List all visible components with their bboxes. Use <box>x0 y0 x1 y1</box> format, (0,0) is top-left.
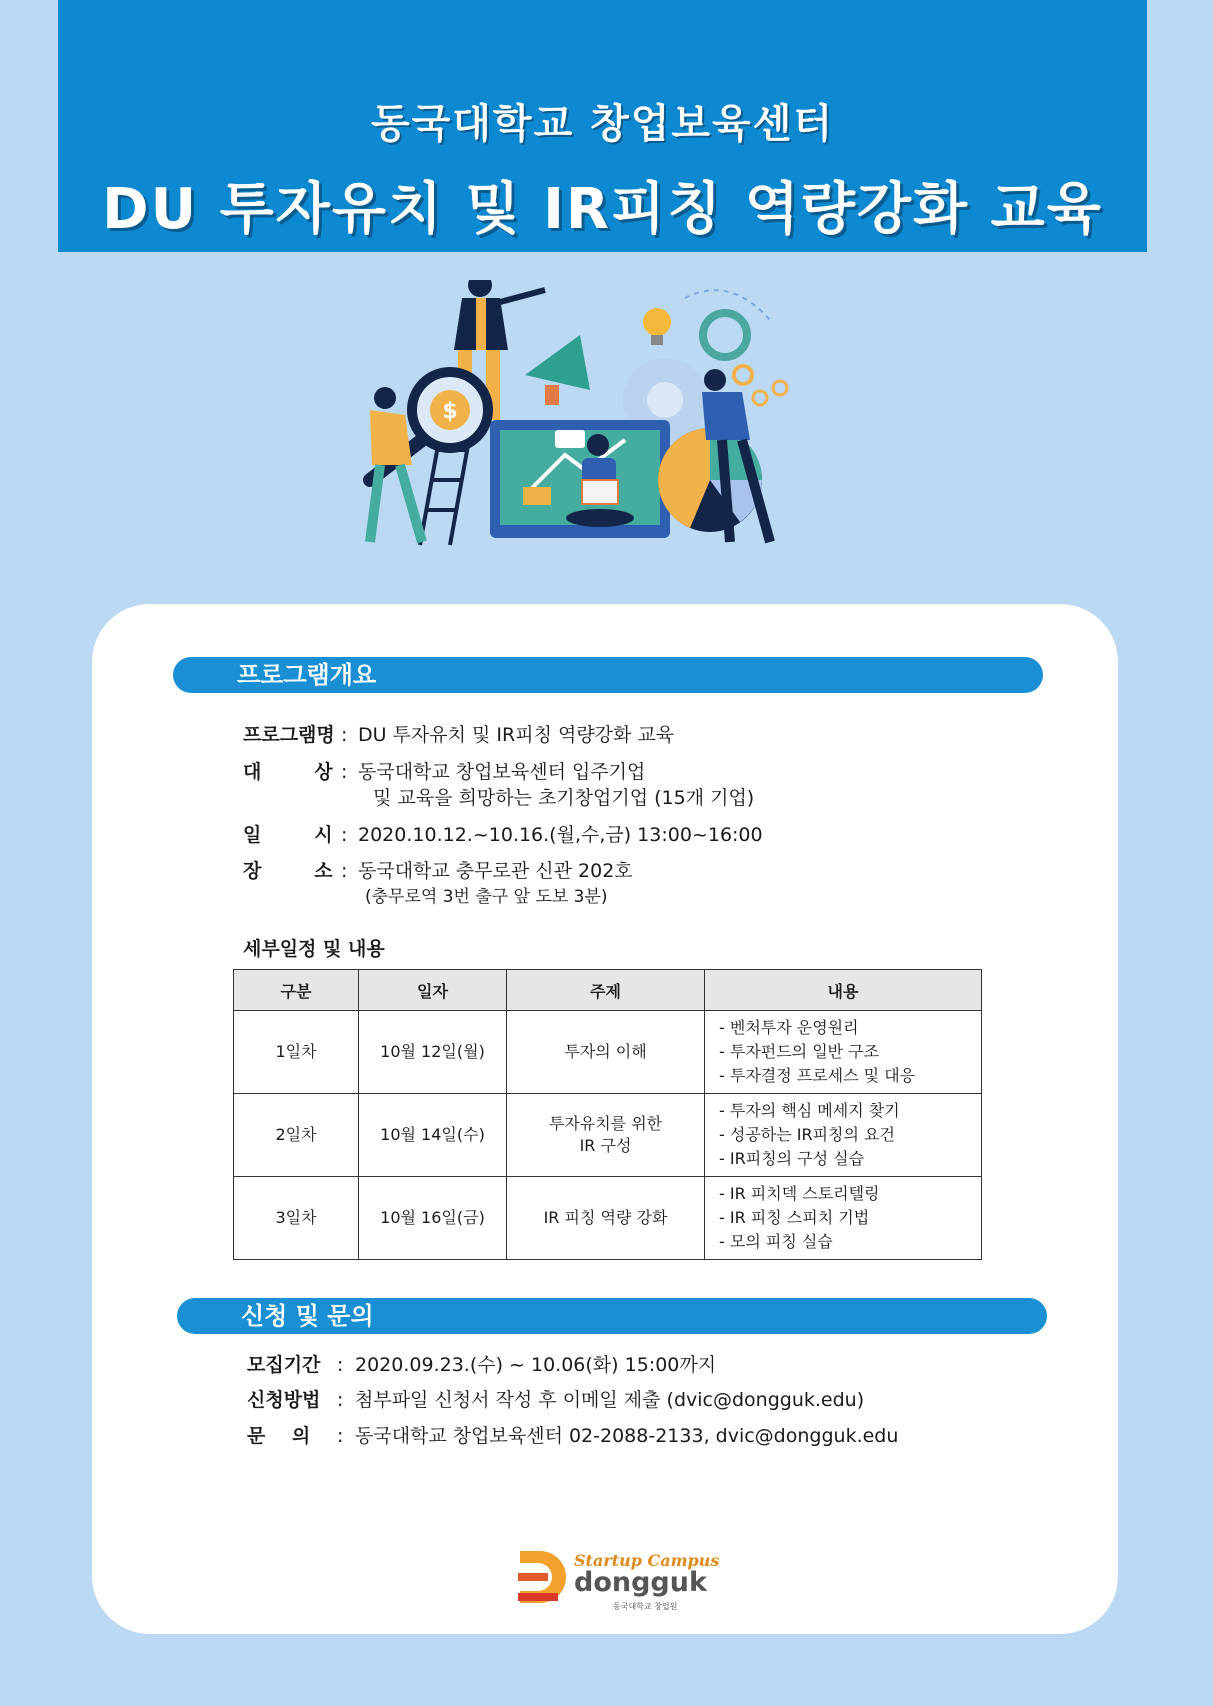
cell-content: - 벤처투자 운영원리 - 투자펀드의 일반 구조 - 투자결정 프로세스 및 대응 <box>705 1011 982 1094</box>
cell-content: - 투자의 핵심 메세지 찾기 - 성공하는 IR피칭의 요건 - IR피칭의 구성 실습 <box>705 1094 982 1177</box>
envelope-icon <box>523 487 551 505</box>
banner-title: DU 투자유치 및 IR피칭 역량강화 교육 <box>102 177 1103 242</box>
apply-value: 첨부파일 신청서 작성 후 이메일 제출 (dvic@dongguk.edu) <box>355 1389 865 1411</box>
info-value: 2020.10.12.~10.16.(월,수,금) 13:00~16:00 <box>358 824 763 846</box>
logo-line-1: Startup Campus <box>574 1551 720 1570</box>
table-row <box>234 1011 982 1094</box>
table-row <box>234 1094 982 1177</box>
info-key: 프로그램명 <box>243 724 335 746</box>
svg-text:$: $ <box>442 399 458 424</box>
logo-line-2: dongguk <box>574 1567 707 1598</box>
logo-line-3: 동국대학교 창업원 <box>613 1602 678 1611</box>
apply-key: 문 의 <box>247 1425 311 1447</box>
apply-row-contact: 문 의 : 동국대학교 창업보육센터 02-2088-2133, dvic@dongguk.edu <box>247 1425 899 1447</box>
title-banner <box>58 0 1147 252</box>
info-value: 동국대학교 창업보육센터 입주기업 <box>358 761 646 783</box>
cell-topic: IR 피칭 역량 강화 <box>507 1177 705 1260</box>
sitting-figure <box>587 434 609 456</box>
info-value: 동국대학교 충무로관 신관 202호 <box>358 860 633 882</box>
apply-value: 2020.09.23.(수) ~ 10.06(화) 15:00까지 <box>355 1354 717 1376</box>
info-key: 대 상 <box>243 761 333 783</box>
banner-subtitle: 동국대학교 창업보육센터 <box>371 101 834 147</box>
apply-key: 신청방법 <box>247 1389 321 1411</box>
cell-content: - IR 피치덱 스토리텔링 - IR 피칭 스피치 기법 - 모의 피칭 실습 <box>705 1177 982 1260</box>
right-figure <box>704 369 726 391</box>
apply-key: 모집기간 <box>247 1354 321 1376</box>
apply-row-method: 신청방법 : 첨부파일 신청서 작성 후 이메일 제출 (dvic@dongguk.edu) <box>247 1389 865 1411</box>
apply-row-period: 모집기간 : 2020.09.23.(수) ~ 10.06(화) 15:00까지 <box>247 1354 717 1376</box>
info-row-datetime: 일 시 : 2020.10.12.~10.16.(월,수,금) 13:00~16:00 <box>243 824 763 846</box>
cell-day: 1일차 <box>234 1011 359 1094</box>
left-figure <box>374 387 396 409</box>
schedule-table <box>233 969 982 1260</box>
section-bar-overview <box>173 657 1043 693</box>
info-key: 장 소 <box>243 860 333 882</box>
cell-date: 10월 16일(금) <box>359 1177 507 1260</box>
info-value: 및 교육을 희망하는 초기창업기업 (15개 기업) <box>373 787 755 809</box>
info-value: DU 투자유치 및 IR피칭 역량강화 교육 <box>358 724 675 746</box>
column-header: 일자 <box>359 970 507 1011</box>
info-key: 일 시 <box>243 824 333 846</box>
business-team-illustration <box>350 280 870 600</box>
info-value: (충무로역 3번 출구 앞 도보 3분) <box>365 887 608 907</box>
lightbulb-icon <box>643 308 671 336</box>
cell-date: 10월 14일(수) <box>359 1094 507 1177</box>
presenter-figure <box>468 280 492 297</box>
schedule-title: 세부일정 및 내용 <box>243 938 385 960</box>
info-row-program-name: 프로그램명 : DU 투자유치 및 IR피칭 역량강화 교육 <box>243 724 675 746</box>
megaphone-icon <box>525 335 590 390</box>
table-header-row <box>234 970 982 1011</box>
cell-date: 10월 12일(월) <box>359 1011 507 1094</box>
dongguk-startup-logo <box>518 1547 720 1617</box>
section-bar-apply <box>177 1298 1047 1334</box>
apply-value: 동국대학교 창업보육센터 02-2088-2133, dvic@dongguk.edu <box>355 1425 899 1447</box>
table-row <box>234 1177 982 1260</box>
startup-d-logo-icon <box>518 1547 570 1605</box>
cell-day: 2일차 <box>234 1094 359 1177</box>
small-gear-icon <box>703 313 747 357</box>
section-title-overview: 프로그램개요 <box>237 661 377 689</box>
column-header: 주제 <box>507 970 705 1011</box>
cell-day: 3일차 <box>234 1177 359 1260</box>
section-title-apply: 신청 및 문의 <box>241 1302 374 1330</box>
info-row-location: 장 소 : 동국대학교 충무로관 신관 202호 (충무로역 3번 출구 앞 도보 3분) <box>243 858 1003 910</box>
column-header: 내용 <box>705 970 982 1011</box>
info-row-target: 대 상 : 동국대학교 창업보육센터 입주기업 및 교육을 희망하는 초기창업기업 (15개 기업) <box>243 761 755 809</box>
column-header: 구분 <box>234 970 359 1011</box>
cell-topic: 투자유치를 위한 IR 구성 <box>507 1094 705 1177</box>
cell-topic: 투자의 이해 <box>507 1011 705 1094</box>
